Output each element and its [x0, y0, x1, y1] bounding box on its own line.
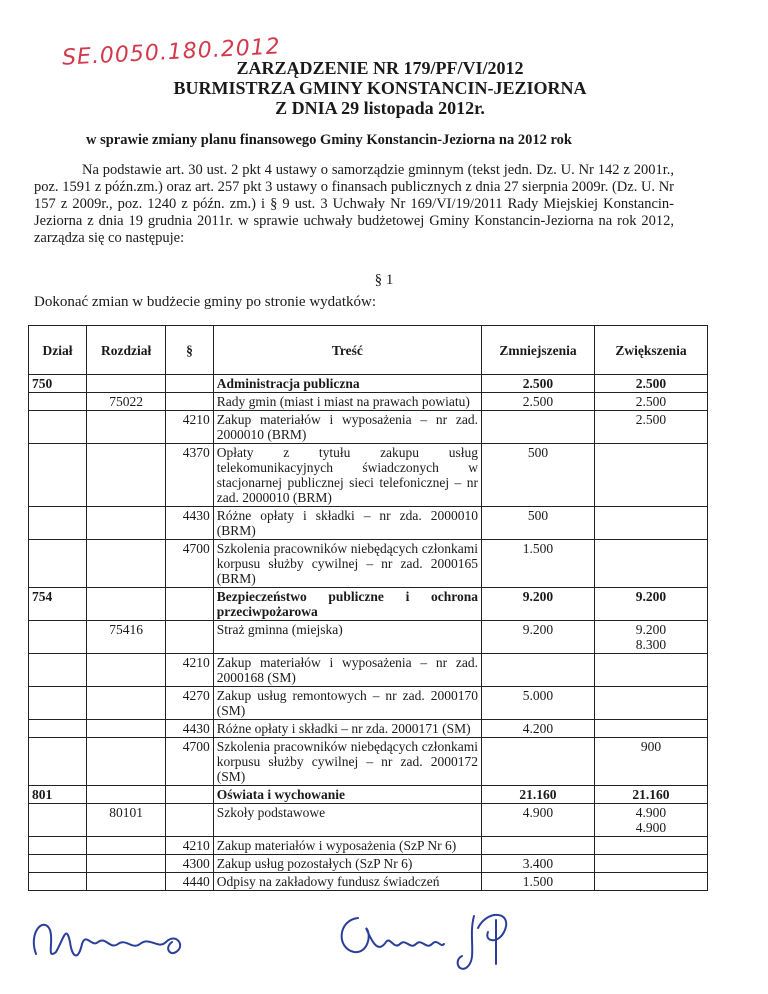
signature-left: [26, 902, 196, 972]
cell-tresc: Opłaty z tytułu zakupu usług telekomunikacyjnych świadczonych w stacjonarnej publicznej sieci telefonicznej – nr zad. 2000010 (BRM): [213, 444, 481, 507]
cell-rozdzial: [87, 588, 166, 621]
document-title: [140, 58, 620, 118]
table-row: [29, 804, 708, 837]
cell-dzial: [29, 393, 87, 411]
cell-dzial: [29, 687, 87, 720]
cell-paragraf: 4370: [166, 444, 214, 507]
legal-basis-text: Na podstawie art. 30 ust. 2 pkt 4 ustawy o samorządzie gminnym (tekst jedn. Dz. U. Nr 142 z 2001r., poz. 1591 z późn.zm.) oraz art. 257 pkt 3 ustawy o finansach publicznych z dnia 27 sierpnia 2009r. (Dz. U. Nr 157 z 2009r., poz. 1240 z późn. zm.) i § 9 ust. 3 Uchwały Nr 169/VI/19/2011 Rady Miejskiej Konstancin-Jeziorna z dnia 19 grudnia 2011r. w sprawie uchwały budżetowej Gminy Konstancin-Jeziorna na rok 2012, zarządza się co następuje:: [34, 162, 674, 246]
cell-tresc: Rady gmin (miast i miast na prawach powiatu): [213, 393, 481, 411]
cell-zmniejszenia: 1.500: [482, 873, 595, 891]
lead-sentence: Dokonać zmian w budżecie gminy po stronie wydatków:: [34, 294, 376, 310]
cell-dzial: 801: [29, 786, 87, 804]
cell-zwiekszenia: [594, 687, 707, 720]
cell-dzial: [29, 654, 87, 687]
cell-rozdzial: [87, 540, 166, 588]
cell-zwiekszenia: 2.500: [594, 393, 707, 411]
cell-rozdzial: [87, 687, 166, 720]
cell-paragraf: 4270: [166, 687, 214, 720]
cell-zmniejszenia: 9.200: [482, 588, 595, 621]
cell-tresc: Zakup materiałów i wyposażenia (SzP Nr 6): [213, 837, 481, 855]
cell-zmniejszenia: 3.400: [482, 855, 595, 873]
cell-rozdzial: [87, 444, 166, 507]
cell-dzial: 754: [29, 588, 87, 621]
cell-zwiekszenia: [594, 444, 707, 507]
table-section-row: [29, 786, 708, 804]
cell-zmniejszenia: 500: [482, 507, 595, 540]
cell-zmniejszenia: [482, 654, 595, 687]
cell-tresc: Bezpieczeństwo publiczne i ochrona przeciwpożarowa: [213, 588, 481, 621]
table-row: [29, 687, 708, 720]
cell-tresc: Odpisy na zakładowy fundusz świadczeń: [213, 873, 481, 891]
cell-tresc: Zakup usług remontowych – nr zad. 2000170 (SM): [213, 687, 481, 720]
cell-dzial: [29, 411, 87, 444]
header-zwiekszenia: Zwiększenia: [594, 326, 707, 375]
cell-dzial: 750: [29, 375, 87, 393]
cell-dzial: [29, 444, 87, 507]
cell-tresc: Szkolenia pracowników niebędących członkami korpusu służby cywilnej – nr zad. 2000165 (BRM): [213, 540, 481, 588]
cell-tresc: Różne opłaty i składki – nr zda. 2000010 (BRM): [213, 507, 481, 540]
title-line-3: Z DNIA 29 listopada 2012r.: [275, 98, 485, 118]
table-row: [29, 654, 708, 687]
cell-tresc: Straż gminna (miejska): [213, 621, 481, 654]
table-section-row: [29, 375, 708, 393]
header-rozdzial: Rozdział: [87, 326, 166, 375]
cell-zmniejszenia: 9.200: [482, 621, 595, 654]
document-subject: w sprawie zmiany planu finansowego Gminy Konstancin-Jeziorna na 2012 rok: [86, 132, 572, 148]
cell-rozdzial: [87, 855, 166, 873]
budget-table-body: [29, 375, 708, 891]
cell-rozdzial: [87, 738, 166, 786]
table-row: [29, 411, 708, 444]
cell-dzial: [29, 738, 87, 786]
cell-zwiekszenia: 900: [594, 738, 707, 786]
cell-tresc: Administracja publiczna: [213, 375, 481, 393]
table-row: [29, 720, 708, 738]
cell-rozdzial: [87, 837, 166, 855]
table-row: [29, 621, 708, 654]
cell-zwiekszenia: 21.160: [594, 786, 707, 804]
cell-zwiekszenia: 9.200 8.300: [594, 621, 707, 654]
cell-tresc: Zakup usług pozostałych (SzP Nr 6): [213, 855, 481, 873]
cell-zmniejszenia: 2.500: [482, 393, 595, 411]
cell-zmniejszenia: 500: [482, 444, 595, 507]
handwritten-reference: SE.0050.180.2012: [61, 34, 282, 71]
cell-paragraf: 4210: [166, 411, 214, 444]
table-row: [29, 393, 708, 411]
cell-zwiekszenia: 4.900 4.900: [594, 804, 707, 837]
cell-paragraf: [166, 804, 214, 837]
cell-zwiekszenia: [594, 654, 707, 687]
table-row: [29, 444, 708, 507]
cell-paragraf: [166, 588, 214, 621]
title-line-1: ZARZĄDZENIE NR 179/PF/VI/2012: [236, 58, 524, 78]
cell-paragraf: 4210: [166, 837, 214, 855]
cell-dzial: [29, 540, 87, 588]
cell-rozdzial: [87, 375, 166, 393]
header-paragraf: §: [166, 326, 214, 375]
cell-dzial: [29, 873, 87, 891]
cell-zmniejszenia: 4.200: [482, 720, 595, 738]
cell-tresc: Zakup materiałów i wyposażenia – nr zad. 2000168 (SM): [213, 654, 481, 687]
table-row: [29, 507, 708, 540]
cell-zwiekszenia: 2.500: [594, 411, 707, 444]
cell-rozdzial: 75022: [87, 393, 166, 411]
cell-dzial: [29, 837, 87, 855]
signature-right: [328, 898, 528, 978]
cell-tresc: Oświata i wychowanie: [213, 786, 481, 804]
legal-basis: [34, 162, 674, 247]
cell-zmniejszenia: 1.500: [482, 540, 595, 588]
cell-zwiekszenia: [594, 873, 707, 891]
cell-tresc: Różne opłaty i składki – nr zda. 2000171 (SM): [213, 720, 481, 738]
cell-rozdzial: 80101: [87, 804, 166, 837]
cell-rozdzial: [87, 507, 166, 540]
cell-rozdzial: [87, 654, 166, 687]
cell-rozdzial: [87, 786, 166, 804]
cell-paragraf: 4440: [166, 873, 214, 891]
paragraph-mark: § 1: [374, 272, 394, 288]
cell-zmniejszenia: [482, 738, 595, 786]
cell-paragraf: 4430: [166, 507, 214, 540]
cell-rozdzial: [87, 720, 166, 738]
cell-paragraf: [166, 375, 214, 393]
header-zmniejszenia: Zmniejszenia: [482, 326, 595, 375]
cell-zwiekszenia: [594, 720, 707, 738]
table-row: [29, 738, 708, 786]
cell-rozdzial: 75416: [87, 621, 166, 654]
table-row: [29, 540, 708, 588]
table-header-row: [29, 326, 708, 375]
cell-rozdzial: [87, 873, 166, 891]
cell-paragraf: 4700: [166, 540, 214, 588]
table-section-row: [29, 588, 708, 621]
cell-zmniejszenia: [482, 837, 595, 855]
cell-zwiekszenia: [594, 855, 707, 873]
cell-paragraf: [166, 621, 214, 654]
cell-paragraf: [166, 786, 214, 804]
cell-tresc: Szkolenia pracowników niebędących członkami korpusu służby cywilnej – nr zad. 2000172 (SM): [213, 738, 481, 786]
cell-zmniejszenia: [482, 411, 595, 444]
budget-table: [28, 325, 708, 891]
cell-zmniejszenia: 5.000: [482, 687, 595, 720]
cell-paragraf: 4700: [166, 738, 214, 786]
cell-dzial: [29, 621, 87, 654]
cell-paragraf: [166, 393, 214, 411]
title-line-2: BURMISTRZA GMINY KONSTANCIN-JEZIORNA: [173, 78, 587, 98]
cell-zmniejszenia: 4.900: [482, 804, 595, 837]
cell-zmniejszenia: 21.160: [482, 786, 595, 804]
cell-zwiekszenia: 2.500: [594, 375, 707, 393]
cell-paragraf: 4430: [166, 720, 214, 738]
cell-tresc: Szkoły podstawowe: [213, 804, 481, 837]
cell-zwiekszenia: [594, 540, 707, 588]
cell-tresc: Zakup materiałów i wyposażenia – nr zad. 2000010 (BRM): [213, 411, 481, 444]
cell-zmniejszenia: 2.500: [482, 375, 595, 393]
cell-dzial: [29, 855, 87, 873]
cell-zwiekszenia: 9.200: [594, 588, 707, 621]
header-dzial: Dział: [29, 326, 87, 375]
table-row: [29, 855, 708, 873]
cell-paragraf: 4300: [166, 855, 214, 873]
cell-dzial: [29, 804, 87, 837]
cell-rozdzial: [87, 411, 166, 444]
table-row: [29, 873, 708, 891]
cell-dzial: [29, 720, 87, 738]
cell-dzial: [29, 507, 87, 540]
cell-zwiekszenia: [594, 837, 707, 855]
cell-zwiekszenia: [594, 507, 707, 540]
cell-paragraf: 4210: [166, 654, 214, 687]
header-tresc: Treść: [213, 326, 481, 375]
table-row: [29, 837, 708, 855]
